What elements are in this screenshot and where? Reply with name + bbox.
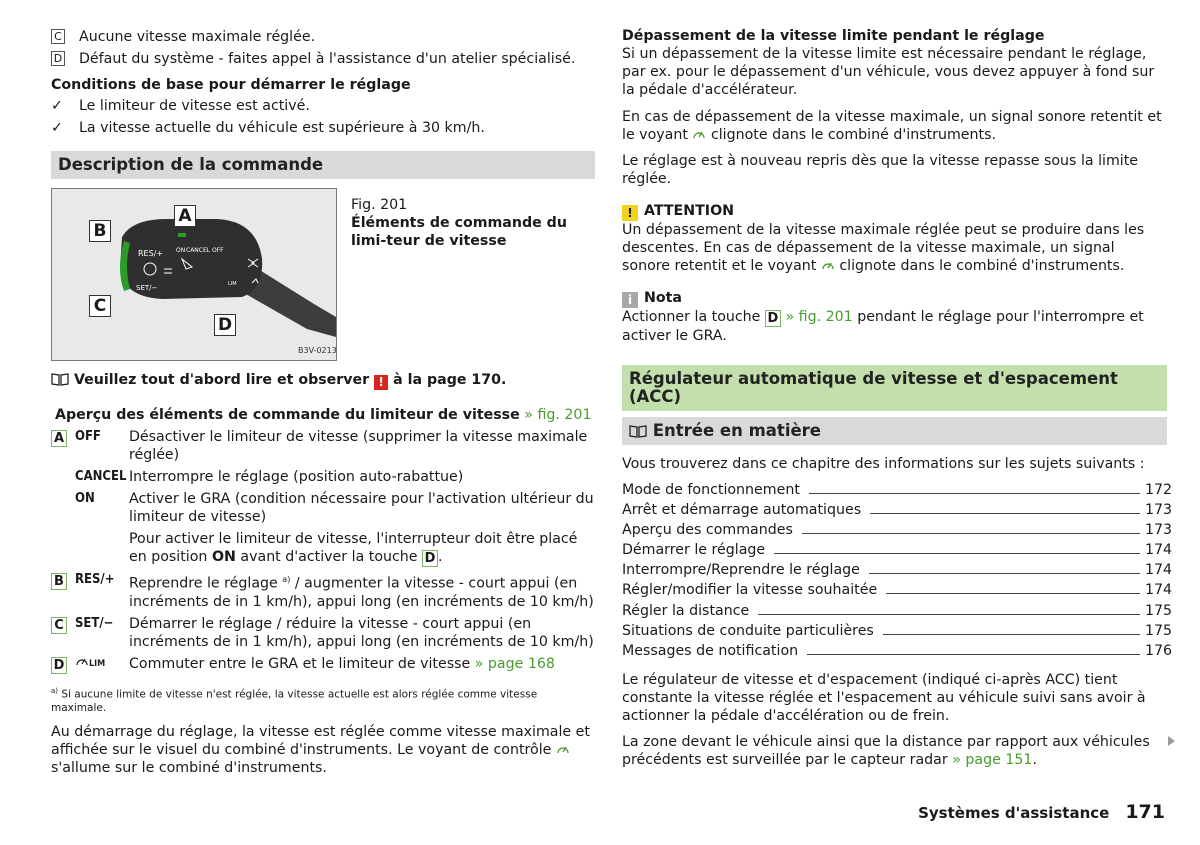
- key-label: D: [765, 310, 781, 327]
- toc-item[interactable]: Messages de notification 176: [622, 642, 1173, 659]
- acc-section-header: Régulateur automatique de vitesse et d'espacement (ACC): [622, 365, 1167, 411]
- page-number: 171: [1125, 801, 1165, 823]
- table-row: [51, 490, 595, 526]
- list-item-text: La vitesse actuelle du véhicule est supérieure à 30 km/h.: [79, 120, 485, 136]
- key-label: B: [51, 573, 67, 590]
- control-symbol: OFF: [75, 429, 101, 444]
- attention-icon: !: [622, 205, 638, 221]
- table-row: [51, 468, 595, 486]
- intro-text: Vous trouverez dans ce chapitre des informations sur les sujets suivants :: [622, 456, 1145, 472]
- key-label: C: [51, 617, 67, 634]
- toc-item[interactable]: Arrêt et démarrage automatiques 173: [622, 502, 1173, 519]
- lever-off-label: OFF: [212, 247, 224, 254]
- figure-image: [51, 188, 337, 361]
- exceed-paragraph-3: Le réglage est à nouveau repris dès que la vitesse repasse sous la limite réglée.: [622, 153, 1139, 187]
- list-item: [51, 119, 595, 137]
- table-cell: Activer le GRA (condition nécessaire pour l'activation ultérieur du limiteur de vitesse): [129, 491, 594, 525]
- exceed-paragraph-2: En cas de dépassement de la vitesse maximale, un signal sonore retentit et le voyant clignote dans le combiné d'instruments.: [622, 109, 1162, 143]
- figure-code: B3V-0213: [298, 346, 337, 355]
- figure-caption: [351, 196, 595, 361]
- exceed-paragraph: Si un dépassement de la vitesse limite est nécessaire pendant le réglage, par ex. pour le dépassement d'un véhicule, vous devez appuyer à fond sur la pédale d'accélérateur.: [622, 46, 1155, 98]
- figure-title: Éléments de commande du limi-teur de vitesse: [351, 215, 567, 249]
- exceed-title: Dépassement de la vitesse limite pendant le réglage: [622, 28, 1045, 44]
- info-icon: i: [622, 292, 638, 308]
- toc-item[interactable]: Aperçu des commandes 173: [622, 522, 1173, 539]
- lever-res-label: RES/+: [138, 249, 164, 258]
- overview-heading: [55, 406, 595, 424]
- figure-label-d: D: [214, 314, 236, 336]
- intro-section-header: Entrée en matière: [622, 417, 1167, 445]
- list-item-text: Défaut du système - faites appel à l'assistance d'un atelier spécialisé.: [79, 51, 576, 67]
- table-cell: Interrompre le réglage (position auto-rabattue): [129, 469, 464, 485]
- on-extra-text: avant d'activer la touche: [240, 549, 418, 565]
- lim-speedo-icon: [75, 655, 89, 667]
- toc-item[interactable]: Régler la distance 175: [622, 602, 1173, 619]
- note-heading: i Nota: [622, 289, 1167, 308]
- figure: [51, 188, 595, 361]
- table-cell: Démarrer le réglage / réduire la vitesse - court appui (en incréments de in 1 km/h), appui long (en incréments de 10 km/h): [129, 615, 594, 650]
- key-label: D: [51, 51, 65, 66]
- control-symbol: LIM: [75, 655, 129, 674]
- page-link[interactable]: » page 168: [474, 655, 555, 672]
- check-icon: ✓: [51, 120, 63, 136]
- table-row: [51, 655, 595, 674]
- key-label: C: [51, 29, 65, 44]
- table-row: [51, 428, 595, 464]
- control-symbol: CANCEL: [75, 469, 127, 484]
- fig-link[interactable]: » fig. 201: [524, 407, 592, 423]
- section-header: Description de la commande: [51, 151, 595, 179]
- conditions-title: Conditions de base pour démarrer le réglage: [51, 77, 411, 93]
- key-label: D: [51, 657, 67, 674]
- key-label: A: [51, 430, 67, 447]
- lever-set-label: SET/−: [136, 284, 158, 292]
- table-cell: Désactiver le limiteur de vitesse (supprimer la vitesse maximale réglée): [129, 429, 588, 463]
- table-row: [51, 530, 595, 567]
- continue-arrow-icon: [1168, 736, 1175, 746]
- table-cell: Reprendre le réglage $^{a)}$ / augmenter la vitesse - court appui (en incréments de in 1 km/h), appui long (en incréments de 10 km/h): [129, 575, 594, 610]
- control-symbol: SET/−: [75, 615, 114, 631]
- footnote-ref: a): [282, 575, 291, 584]
- page-link[interactable]: » page 151: [952, 751, 1033, 768]
- figure-label-b: B: [89, 220, 111, 242]
- read-note-page: à la page 170.: [393, 372, 507, 388]
- lever-lim-label: LIM: [228, 281, 237, 287]
- list-item-text: Le limiteur de vitesse est activé.: [79, 98, 310, 114]
- table-row: [51, 571, 595, 611]
- book-icon: [51, 373, 69, 386]
- left-column: [51, 26, 595, 777]
- speed-limiter-warning-icon: [821, 259, 835, 271]
- lever-on-label: ON: [176, 247, 186, 254]
- overview-title: Aperçu des éléments de commande du limiteur de vitesse: [55, 407, 520, 423]
- list-item: [51, 97, 595, 115]
- book-icon: [629, 425, 647, 438]
- footer-section: Systèmes d'assistance: [918, 804, 1110, 822]
- warning-icon: !: [374, 375, 388, 390]
- control-symbol: RES/+: [75, 572, 115, 587]
- control-symbol: ON: [75, 491, 95, 506]
- attention-heading: ! ATTENTION: [622, 202, 1167, 221]
- table-cell: Pour activer le limiteur de vitesse, l'interrupteur doit être placé en position ON avant d'activer la touche D .: [129, 531, 578, 566]
- fig-link[interactable]: » fig. 201: [785, 309, 853, 325]
- lever-cancel-label: CANCEL: [186, 247, 211, 254]
- acc-paragraph-1: Le régulateur de vitesse et d'espacement (indiqué ci-après ACC) tient constante la vitesse réglée et l'espacement au véhicule suivi sans avoir à actionner la pédale d'accélération ou de frein.: [622, 671, 1146, 724]
- figure-label-c: C: [89, 295, 111, 317]
- page-footer: [918, 803, 1165, 822]
- on-extra-text: Pour activer le limiteur de vitesse, l'interrupteur doit être placé en position: [129, 531, 578, 565]
- right-column: [622, 26, 1173, 769]
- list-item: [51, 28, 595, 46]
- speed-limiter-warning-icon: [556, 743, 570, 755]
- key-label: D: [422, 550, 438, 567]
- toc-item[interactable]: Démarrer le réglage 174: [622, 542, 1173, 559]
- list-item: [51, 50, 595, 68]
- toc-list: [622, 481, 1173, 662]
- footnote: $^{a)}$ Si aucune limite de vitesse n'est réglée, la vitesse actuelle est alors réglée comme vitesse maximale.: [51, 686, 538, 715]
- table-cell: Commuter entre le GRA et le limiteur de vitesse » page 168: [129, 655, 555, 672]
- read-note: [51, 371, 595, 390]
- read-note-text: Veuillez tout d'abord lire et observer: [73, 372, 370, 388]
- table-row: [51, 615, 595, 651]
- toc-item[interactable]: Régler/modifier la vitesse souhaitée 174: [622, 582, 1173, 599]
- toc-item[interactable]: Interrompre/Reprendre le réglage 174: [622, 562, 1173, 579]
- list-item-text: Aucune vitesse maximale réglée.: [79, 29, 316, 45]
- acc-paragraph-2: La zone devant le véhicule ainsi que la distance par rapport aux véhicules précédents est surveillée par le capteur radar » page 151.: [622, 733, 1150, 768]
- toc-item[interactable]: Mode de fonctionnement 172: [622, 482, 1173, 498]
- figure-label-a: A: [174, 205, 196, 227]
- attention-text: Un dépassement de la vitesse maximale réglée peut se produire dans les descentes. En cas de dépassement de la vitesse maximale, un signal sonore retentit et le voyant clignote dans le combiné d'instruments.: [622, 222, 1145, 274]
- check-icon: ✓: [51, 98, 63, 114]
- note-text: Actionner la touche D » fig. 201 pendant le réglage pour l'interrompre et activer le GRA.: [622, 309, 1144, 344]
- toc-item[interactable]: Situations de conduite particulières 175: [622, 622, 1173, 639]
- figure-number: Fig. 201: [351, 197, 408, 213]
- control-symbol: ON: [211, 549, 236, 565]
- speed-limiter-warning-icon: [692, 128, 706, 140]
- closing-paragraph: Au démarrage du réglage, la vitesse est réglée comme vitesse maximale et affichée sur le visuel du combiné d'instruments. Le voyant de contrôle s'allume sur le combiné d'instruments.: [51, 724, 590, 777]
